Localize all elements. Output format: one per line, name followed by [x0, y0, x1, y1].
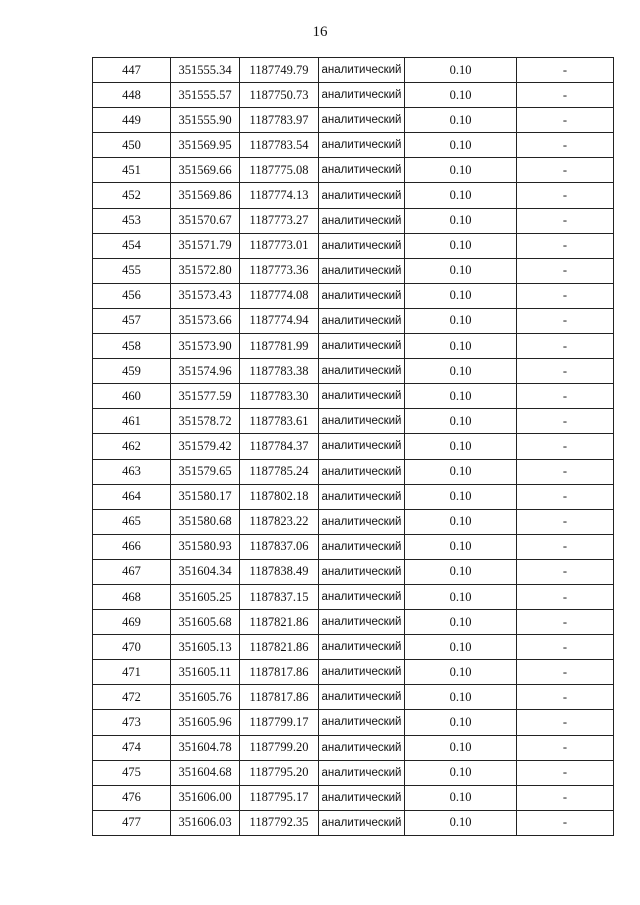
note-cell: - [517, 584, 614, 609]
point-number-cell: 471 [93, 660, 171, 685]
method-cell: аналитический [319, 584, 405, 609]
note-cell: - [517, 308, 614, 333]
method-cell: аналитический [319, 108, 405, 133]
note-cell: - [517, 710, 614, 735]
precision-cell: 0.10 [405, 810, 517, 835]
x-coordinate-cell: 351571.79 [171, 233, 240, 258]
x-coordinate-cell: 351555.90 [171, 108, 240, 133]
point-number-cell: 455 [93, 258, 171, 283]
note-cell: - [517, 760, 614, 785]
precision-cell: 0.10 [405, 183, 517, 208]
y-coordinate-cell: 1187774.08 [240, 283, 319, 308]
method-cell: аналитический [319, 610, 405, 635]
method-cell: аналитический [319, 258, 405, 283]
note-cell: - [517, 735, 614, 760]
precision-cell: 0.10 [405, 133, 517, 158]
table-row [93, 660, 614, 685]
y-coordinate-cell: 1187783.30 [240, 384, 319, 409]
note-cell: - [517, 83, 614, 108]
point-number-cell: 476 [93, 785, 171, 810]
point-number-cell: 465 [93, 509, 171, 534]
method-cell: аналитический [319, 83, 405, 108]
precision-cell: 0.10 [405, 760, 517, 785]
precision-cell: 0.10 [405, 83, 517, 108]
x-coordinate-cell: 351579.65 [171, 459, 240, 484]
note-cell: - [517, 258, 614, 283]
table-row [93, 359, 614, 384]
method-cell: аналитический [319, 233, 405, 258]
precision-cell: 0.10 [405, 459, 517, 484]
x-coordinate-cell: 351570.67 [171, 208, 240, 233]
precision-cell: 0.10 [405, 610, 517, 635]
method-cell: аналитический [319, 685, 405, 710]
note-cell: - [517, 635, 614, 660]
method-cell: аналитический [319, 158, 405, 183]
y-coordinate-cell: 1187795.20 [240, 760, 319, 785]
precision-cell: 0.10 [405, 108, 517, 133]
table-row [93, 710, 614, 735]
method-cell: аналитический [319, 735, 405, 760]
point-number-cell: 453 [93, 208, 171, 233]
y-coordinate-cell: 1187783.54 [240, 133, 319, 158]
method-cell: аналитический [319, 509, 405, 534]
y-coordinate-cell: 1187799.17 [240, 710, 319, 735]
point-number-cell: 451 [93, 158, 171, 183]
x-coordinate-cell: 351605.13 [171, 635, 240, 660]
table-row [93, 208, 614, 233]
point-number-cell: 450 [93, 133, 171, 158]
note-cell: - [517, 509, 614, 534]
point-number-cell: 447 [93, 58, 171, 83]
table-row [93, 584, 614, 609]
y-coordinate-cell: 1187783.61 [240, 409, 319, 434]
y-coordinate-cell: 1187783.97 [240, 108, 319, 133]
x-coordinate-cell: 351572.80 [171, 258, 240, 283]
y-coordinate-cell: 1187773.01 [240, 233, 319, 258]
method-cell: аналитический [319, 183, 405, 208]
y-coordinate-cell: 1187837.15 [240, 584, 319, 609]
precision-cell: 0.10 [405, 685, 517, 710]
table-row [93, 484, 614, 509]
method-cell: аналитический [319, 660, 405, 685]
y-coordinate-cell: 1187795.17 [240, 785, 319, 810]
y-coordinate-cell: 1187773.36 [240, 258, 319, 283]
point-number-cell: 474 [93, 735, 171, 760]
point-number-cell: 454 [93, 233, 171, 258]
point-number-cell: 452 [93, 183, 171, 208]
x-coordinate-cell: 351606.03 [171, 810, 240, 835]
y-coordinate-cell: 1187784.37 [240, 434, 319, 459]
x-coordinate-cell: 351573.66 [171, 308, 240, 333]
table-row [93, 108, 614, 133]
point-number-cell: 475 [93, 760, 171, 785]
point-number-cell: 463 [93, 459, 171, 484]
precision-cell: 0.10 [405, 384, 517, 409]
x-coordinate-cell: 351579.42 [171, 434, 240, 459]
method-cell: аналитический [319, 208, 405, 233]
point-number-cell: 473 [93, 710, 171, 735]
x-coordinate-cell: 351605.76 [171, 685, 240, 710]
x-coordinate-cell: 351569.86 [171, 183, 240, 208]
method-cell: аналитический [319, 334, 405, 359]
x-coordinate-cell: 351605.25 [171, 584, 240, 609]
method-cell: аналитический [319, 434, 405, 459]
note-cell: - [517, 459, 614, 484]
point-number-cell: 462 [93, 434, 171, 459]
precision-cell: 0.10 [405, 584, 517, 609]
note-cell: - [517, 484, 614, 509]
precision-cell: 0.10 [405, 710, 517, 735]
y-coordinate-cell: 1187774.94 [240, 308, 319, 333]
table-row [93, 384, 614, 409]
precision-cell: 0.10 [405, 635, 517, 660]
x-coordinate-cell: 351569.66 [171, 158, 240, 183]
point-number-cell: 464 [93, 484, 171, 509]
note-cell: - [517, 283, 614, 308]
note-cell: - [517, 183, 614, 208]
point-number-cell: 461 [93, 409, 171, 434]
table-row [93, 685, 614, 710]
method-cell: аналитический [319, 133, 405, 158]
y-coordinate-cell: 1187750.73 [240, 83, 319, 108]
table-row [93, 785, 614, 810]
x-coordinate-cell: 351604.68 [171, 760, 240, 785]
precision-cell: 0.10 [405, 484, 517, 509]
note-cell: - [517, 434, 614, 459]
precision-cell: 0.10 [405, 660, 517, 685]
x-coordinate-cell: 351605.96 [171, 710, 240, 735]
table-row [93, 133, 614, 158]
point-number-cell: 459 [93, 359, 171, 384]
x-coordinate-cell: 351604.78 [171, 735, 240, 760]
y-coordinate-cell: 1187802.18 [240, 484, 319, 509]
point-number-cell: 467 [93, 559, 171, 584]
method-cell: аналитический [319, 710, 405, 735]
y-coordinate-cell: 1187773.27 [240, 208, 319, 233]
point-number-cell: 477 [93, 810, 171, 835]
note-cell: - [517, 233, 614, 258]
coordinates-table [92, 57, 614, 836]
point-number-cell: 466 [93, 534, 171, 559]
method-cell: аналитический [319, 810, 405, 835]
note-cell: - [517, 359, 614, 384]
note-cell: - [517, 334, 614, 359]
method-cell: аналитический [319, 459, 405, 484]
x-coordinate-cell: 351577.59 [171, 384, 240, 409]
point-number-cell: 449 [93, 108, 171, 133]
y-coordinate-cell: 1187799.20 [240, 735, 319, 760]
precision-cell: 0.10 [405, 334, 517, 359]
table-row [93, 233, 614, 258]
method-cell: аналитический [319, 283, 405, 308]
table-row [93, 258, 614, 283]
point-number-cell: 458 [93, 334, 171, 359]
method-cell: аналитический [319, 559, 405, 584]
table-row [93, 635, 614, 660]
precision-cell: 0.10 [405, 283, 517, 308]
y-coordinate-cell: 1187821.86 [240, 635, 319, 660]
table-row [93, 534, 614, 559]
y-coordinate-cell: 1187781.99 [240, 334, 319, 359]
precision-cell: 0.10 [405, 735, 517, 760]
table-row [93, 434, 614, 459]
y-coordinate-cell: 1187817.86 [240, 660, 319, 685]
y-coordinate-cell: 1187838.49 [240, 559, 319, 584]
precision-cell: 0.10 [405, 208, 517, 233]
note-cell: - [517, 409, 614, 434]
x-coordinate-cell: 351606.00 [171, 785, 240, 810]
x-coordinate-cell: 351573.43 [171, 283, 240, 308]
table-row [93, 158, 614, 183]
table-row [93, 610, 614, 635]
table-row [93, 308, 614, 333]
y-coordinate-cell: 1187783.38 [240, 359, 319, 384]
table-row [93, 183, 614, 208]
table-row [93, 409, 614, 434]
method-cell: аналитический [319, 308, 405, 333]
note-cell: - [517, 810, 614, 835]
method-cell: аналитический [319, 534, 405, 559]
precision-cell: 0.10 [405, 258, 517, 283]
point-number-cell: 460 [93, 384, 171, 409]
precision-cell: 0.10 [405, 58, 517, 83]
x-coordinate-cell: 351580.93 [171, 534, 240, 559]
precision-cell: 0.10 [405, 158, 517, 183]
coordinates-table-body [93, 58, 614, 836]
method-cell: аналитический [319, 484, 405, 509]
y-coordinate-cell: 1187749.79 [240, 58, 319, 83]
precision-cell: 0.10 [405, 559, 517, 584]
table-row [93, 760, 614, 785]
note-cell: - [517, 534, 614, 559]
table-row [93, 735, 614, 760]
y-coordinate-cell: 1187837.06 [240, 534, 319, 559]
method-cell: аналитический [319, 384, 405, 409]
method-cell: аналитический [319, 359, 405, 384]
x-coordinate-cell: 351580.68 [171, 509, 240, 534]
point-number-cell: 457 [93, 308, 171, 333]
x-coordinate-cell: 351578.72 [171, 409, 240, 434]
note-cell: - [517, 610, 614, 635]
table-row [93, 810, 614, 835]
table-row [93, 283, 614, 308]
x-coordinate-cell: 351605.68 [171, 610, 240, 635]
y-coordinate-cell: 1187817.86 [240, 685, 319, 710]
precision-cell: 0.10 [405, 308, 517, 333]
table-row [93, 334, 614, 359]
precision-cell: 0.10 [405, 509, 517, 534]
method-cell: аналитический [319, 58, 405, 83]
note-cell: - [517, 660, 614, 685]
point-number-cell: 468 [93, 584, 171, 609]
x-coordinate-cell: 351555.57 [171, 83, 240, 108]
x-coordinate-cell: 351580.17 [171, 484, 240, 509]
point-number-cell: 470 [93, 635, 171, 660]
point-number-cell: 472 [93, 685, 171, 710]
point-number-cell: 448 [93, 83, 171, 108]
note-cell: - [517, 208, 614, 233]
method-cell: аналитический [319, 785, 405, 810]
note-cell: - [517, 58, 614, 83]
precision-cell: 0.10 [405, 359, 517, 384]
y-coordinate-cell: 1187821.86 [240, 610, 319, 635]
method-cell: аналитический [319, 635, 405, 660]
note-cell: - [517, 108, 614, 133]
x-coordinate-cell: 351605.11 [171, 660, 240, 685]
x-coordinate-cell: 351569.95 [171, 133, 240, 158]
point-number-cell: 469 [93, 610, 171, 635]
note-cell: - [517, 158, 614, 183]
note-cell: - [517, 559, 614, 584]
precision-cell: 0.10 [405, 233, 517, 258]
method-cell: аналитический [319, 409, 405, 434]
x-coordinate-cell: 351555.34 [171, 58, 240, 83]
y-coordinate-cell: 1187775.08 [240, 158, 319, 183]
table-row [93, 83, 614, 108]
precision-cell: 0.10 [405, 785, 517, 810]
note-cell: - [517, 685, 614, 710]
page-number: 16 [312, 24, 328, 40]
precision-cell: 0.10 [405, 534, 517, 559]
y-coordinate-cell: 1187774.13 [240, 183, 319, 208]
x-coordinate-cell: 351573.90 [171, 334, 240, 359]
precision-cell: 0.10 [405, 434, 517, 459]
y-coordinate-cell: 1187785.24 [240, 459, 319, 484]
note-cell: - [517, 785, 614, 810]
precision-cell: 0.10 [405, 409, 517, 434]
note-cell: - [517, 133, 614, 158]
table-row [93, 459, 614, 484]
method-cell: аналитический [319, 760, 405, 785]
table-row [93, 509, 614, 534]
y-coordinate-cell: 1187823.22 [240, 509, 319, 534]
table-row [93, 559, 614, 584]
x-coordinate-cell: 351604.34 [171, 559, 240, 584]
x-coordinate-cell: 351574.96 [171, 359, 240, 384]
note-cell: - [517, 384, 614, 409]
point-number-cell: 456 [93, 283, 171, 308]
y-coordinate-cell: 1187792.35 [240, 810, 319, 835]
table-row [93, 58, 614, 83]
